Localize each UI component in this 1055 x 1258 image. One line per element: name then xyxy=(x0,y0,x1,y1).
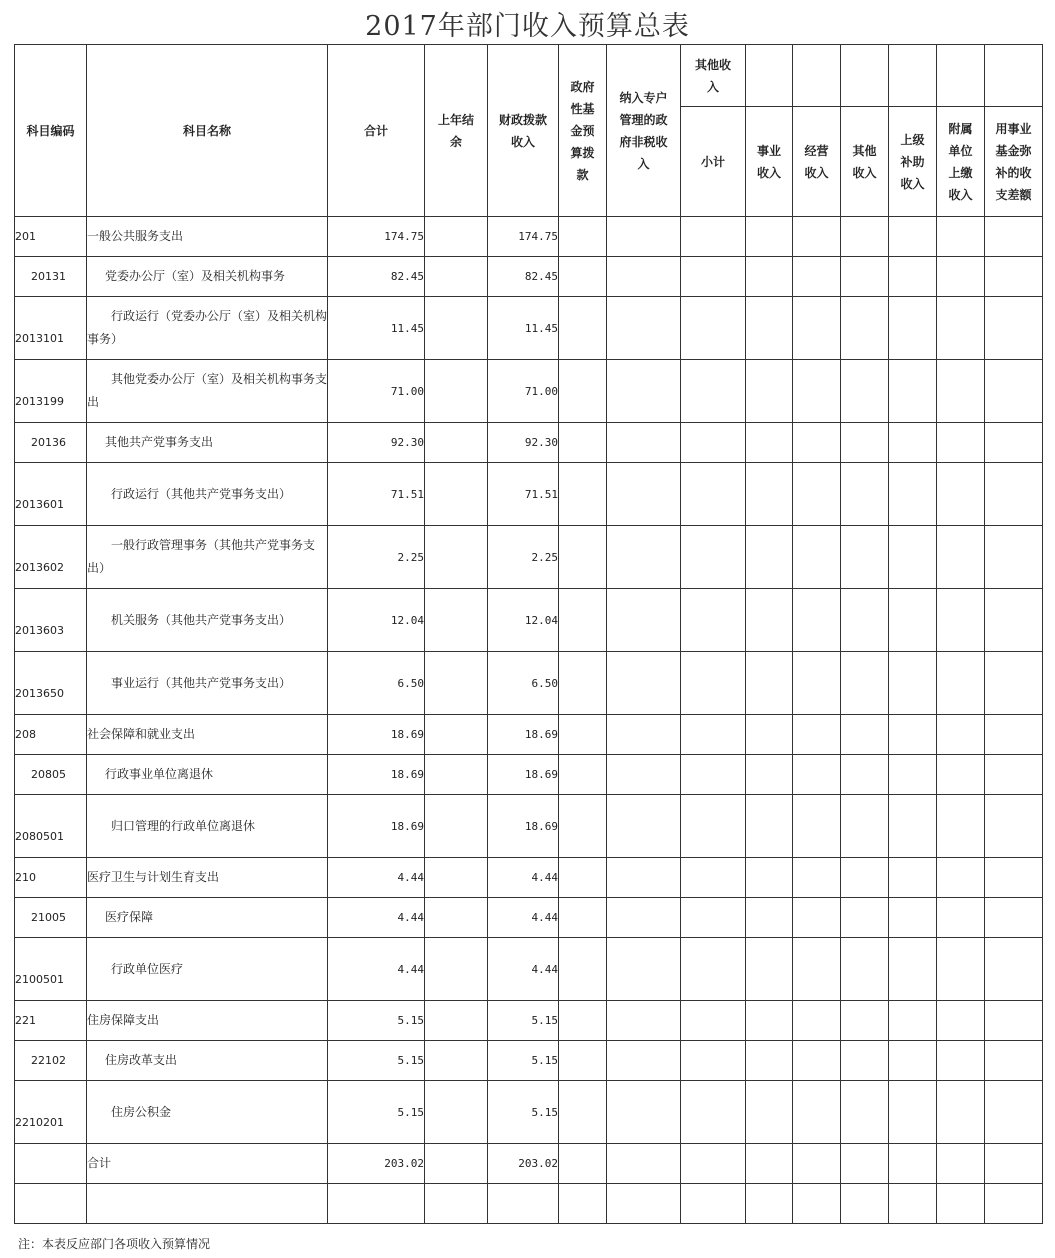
row-code: 208 xyxy=(15,715,87,755)
row-name: 住房改革支出 xyxy=(87,1041,328,1081)
table-row xyxy=(15,217,1043,257)
row-code: 21005 xyxy=(15,898,87,938)
row-carryover xyxy=(425,526,488,589)
row-carryover xyxy=(425,463,488,526)
header-blank-4 xyxy=(889,45,937,107)
row-code: 2013101 xyxy=(15,297,87,360)
row-total: 4.44 xyxy=(328,938,425,1001)
row-carryover xyxy=(425,297,488,360)
table-row xyxy=(15,858,1043,898)
row-code: 2013199 xyxy=(15,360,87,423)
header-affiliated: 附属单位上缴收入 xyxy=(937,107,985,217)
page-title: 2017年部门收入预算总表 xyxy=(365,11,690,42)
header-blank-5 xyxy=(937,45,985,107)
row-fiscal: 5.15 xyxy=(488,1041,559,1081)
row-total: 92.30 xyxy=(328,423,425,463)
table-row xyxy=(15,257,1043,297)
total-total: 203.02 xyxy=(328,1144,425,1184)
empty-row xyxy=(15,1184,1043,1224)
row-fiscal: 4.44 xyxy=(488,898,559,938)
row-code: 20805 xyxy=(15,755,87,795)
row-code: 201 xyxy=(15,217,87,257)
table-row xyxy=(15,526,1043,589)
row-fiscal: 18.69 xyxy=(488,755,559,795)
row-code: 2080501 xyxy=(15,795,87,858)
row-name: 行政单位医疗 xyxy=(87,938,328,1001)
row-name: 医疗卫生与计划生育支出 xyxy=(87,858,328,898)
row-code: 2013602 xyxy=(15,526,87,589)
header-blank-1 xyxy=(746,45,793,107)
table-row xyxy=(15,1081,1043,1144)
row-carryover xyxy=(425,1081,488,1144)
row-carryover xyxy=(425,257,488,297)
row-total: 2.25 xyxy=(328,526,425,589)
row-code: 2013601 xyxy=(15,463,87,526)
header-other: 其他收入 xyxy=(841,107,889,217)
row-total: 174.75 xyxy=(328,217,425,257)
row-total: 12.04 xyxy=(328,589,425,652)
header-subsidy: 上级补助收入 xyxy=(889,107,937,217)
row-carryover xyxy=(425,589,488,652)
header-nontax: 纳入专户管理的政府非税收入 xyxy=(607,45,681,217)
table-row xyxy=(15,795,1043,858)
row-name: 其他共产党事务支出 xyxy=(87,423,328,463)
header-fund-balance: 用事业基金弥补的收支差额 xyxy=(985,107,1043,217)
row-fiscal: 174.75 xyxy=(488,217,559,257)
header-business: 事业收入 xyxy=(746,107,793,217)
row-carryover xyxy=(425,217,488,257)
row-carryover xyxy=(425,360,488,423)
table-row xyxy=(15,715,1043,755)
row-fiscal: 4.44 xyxy=(488,938,559,1001)
row-fiscal: 4.44 xyxy=(488,858,559,898)
header-code: 科目编码 xyxy=(15,45,87,217)
row-carryover xyxy=(425,938,488,1001)
row-name: 医疗保障 xyxy=(87,898,328,938)
table-row xyxy=(15,1001,1043,1041)
row-fiscal: 92.30 xyxy=(488,423,559,463)
row-name: 行政运行（其他共产党事务支出） xyxy=(87,463,328,526)
row-code: 2013650 xyxy=(15,652,87,715)
table-row xyxy=(15,423,1043,463)
row-code: 2013603 xyxy=(15,589,87,652)
row-name: 党委办公厅（室）及相关机构事务 xyxy=(87,257,328,297)
row-code: 221 xyxy=(15,1001,87,1041)
footnote: 注：本表反应部门各项收入预算情况 xyxy=(18,1237,211,1251)
table-row xyxy=(15,938,1043,1001)
row-code: 20136 xyxy=(15,423,87,463)
header-carryover: 上年结余 xyxy=(425,45,488,217)
row-name: 机关服务（其他共产党事务支出） xyxy=(87,589,328,652)
table-row xyxy=(15,589,1043,652)
row-carryover xyxy=(425,1041,488,1081)
row-total: 18.69 xyxy=(328,715,425,755)
table-row xyxy=(15,297,1043,360)
row-name: 住房公积金 xyxy=(87,1081,328,1144)
row-name: 一般公共服务支出 xyxy=(87,217,328,257)
row-fiscal: 5.15 xyxy=(488,1081,559,1144)
header-row-1 xyxy=(15,45,1043,107)
row-total: 71.51 xyxy=(328,463,425,526)
row-code: 22102 xyxy=(15,1041,87,1081)
total-row xyxy=(15,1144,1043,1184)
total-label: 合计 xyxy=(87,1144,328,1184)
row-total: 71.00 xyxy=(328,360,425,423)
row-fiscal: 82.45 xyxy=(488,257,559,297)
row-name: 社会保障和就业支出 xyxy=(87,715,328,755)
row-total: 11.45 xyxy=(328,297,425,360)
header-fiscal: 财政拨款收入 xyxy=(488,45,559,217)
row-name: 住房保障支出 xyxy=(87,1001,328,1041)
row-total: 4.44 xyxy=(328,858,425,898)
budget-table xyxy=(14,44,1043,1224)
row-name: 一般行政管理事务（其他共产党事务支出） xyxy=(87,526,328,589)
row-total: 6.50 xyxy=(328,652,425,715)
header-govfund: 政府性基金预算拨款 xyxy=(559,45,607,217)
header-total: 合计 xyxy=(328,45,425,217)
total-fiscal: 203.02 xyxy=(488,1144,559,1184)
table-row xyxy=(15,652,1043,715)
table-row xyxy=(15,1041,1043,1081)
row-carryover xyxy=(425,715,488,755)
row-fiscal: 11.45 xyxy=(488,297,559,360)
row-fiscal: 71.00 xyxy=(488,360,559,423)
header-name: 科目名称 xyxy=(87,45,328,217)
header-other-group: 其他收入 xyxy=(681,45,746,107)
row-total: 5.15 xyxy=(328,1001,425,1041)
row-fiscal: 71.51 xyxy=(488,463,559,526)
row-fiscal: 6.50 xyxy=(488,652,559,715)
table-row xyxy=(15,463,1043,526)
row-carryover xyxy=(425,898,488,938)
row-total: 5.15 xyxy=(328,1041,425,1081)
header-blank-3 xyxy=(841,45,889,107)
row-carryover xyxy=(425,795,488,858)
header-blank-2 xyxy=(793,45,841,107)
row-code: 20131 xyxy=(15,257,87,297)
total-code xyxy=(15,1144,87,1184)
row-code: 2210201 xyxy=(15,1081,87,1144)
table-row xyxy=(15,360,1043,423)
row-fiscal: 18.69 xyxy=(488,795,559,858)
row-carryover xyxy=(425,652,488,715)
table-row xyxy=(15,898,1043,938)
row-fiscal: 12.04 xyxy=(488,589,559,652)
header-blank-6 xyxy=(985,45,1043,107)
row-carryover xyxy=(425,858,488,898)
row-total: 4.44 xyxy=(328,898,425,938)
row-fiscal: 18.69 xyxy=(488,715,559,755)
row-total: 18.69 xyxy=(328,795,425,858)
row-total: 5.15 xyxy=(328,1081,425,1144)
row-carryover xyxy=(425,1001,488,1041)
row-name: 行政事业单位离退休 xyxy=(87,755,328,795)
row-total: 18.69 xyxy=(328,755,425,795)
table-row xyxy=(15,755,1043,795)
row-carryover xyxy=(425,423,488,463)
header-operating: 经营收入 xyxy=(793,107,841,217)
row-name: 归口管理的行政单位离退休 xyxy=(87,795,328,858)
row-fiscal: 2.25 xyxy=(488,526,559,589)
row-code: 2100501 xyxy=(15,938,87,1001)
row-total: 82.45 xyxy=(328,257,425,297)
row-name: 行政运行（党委办公厅（室）及相关机构事务） xyxy=(87,297,328,360)
row-name: 事业运行（其他共产党事务支出） xyxy=(87,652,328,715)
row-fiscal: 5.15 xyxy=(488,1001,559,1041)
row-name: 其他党委办公厅（室）及相关机构事务支出 xyxy=(87,360,328,423)
header-subtotal: 小计 xyxy=(681,107,746,217)
row-code: 210 xyxy=(15,858,87,898)
row-carryover xyxy=(425,755,488,795)
